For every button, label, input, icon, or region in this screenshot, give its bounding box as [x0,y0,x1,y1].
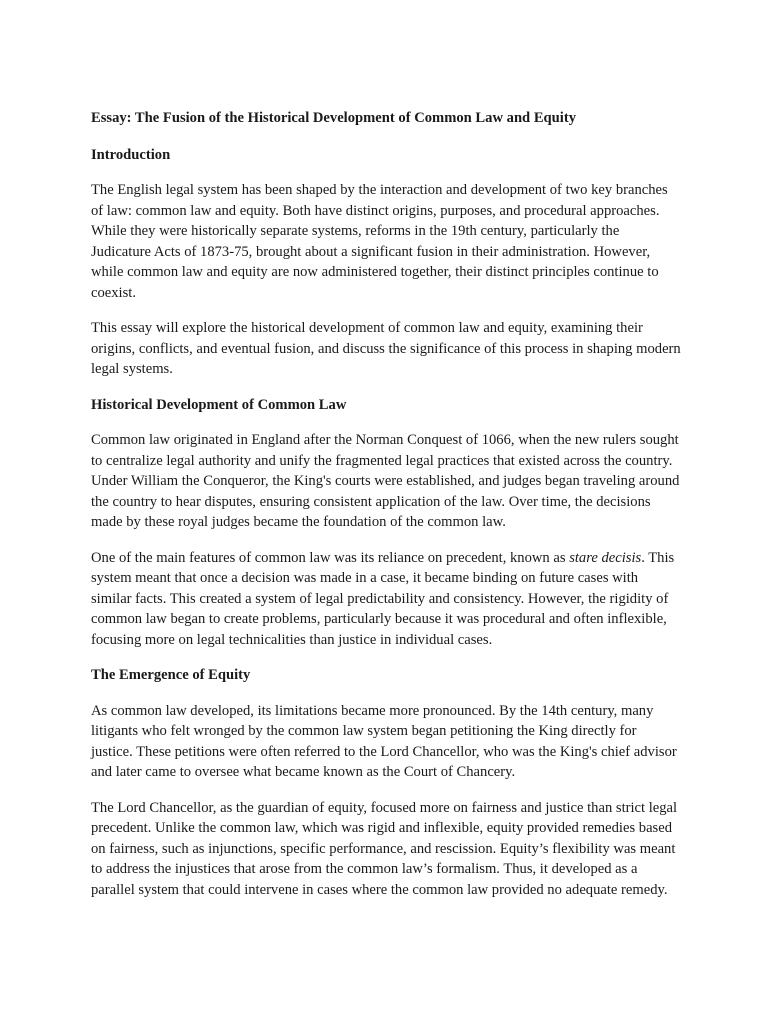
essay-title: Essay: The Fusion of the Historical Development of Common Law and Equity [91,110,576,126]
introduction-paragraph-2: This essay will explore the historical development of common law and equity, examining their origins, conflicts, and eventual fusion, and discuss the significance of this process in shaping modern legal systems. [91,320,681,377]
equity-heading: The Emergence of Equity [91,667,251,683]
common-law-paragraph-2-end: . This system meant that once a decision was made in a case, it became binding on future cases with similar facts. This created a system of legal predictability and consistency. However, the rigidity of common law began to create problems, particularly because it was procedural and often inflexible, focusing more on legal technicalities than justice in individual cases. [91,549,675,648]
equity-paragraph-2: The Lord Chancellor, as the guardian of equity, focused more on fairness and justice than strict legal precedent. Unlike the common law, which was rigid and inflexible, equity provided remedies based on fairness, such as injunctions, specific performance, and rescission. Equity’s flexibility was meant to address the injustices that arose from the common law’s formalism. Thus, it developed as a parallel system that could intervene in cases where the common law provided no adequate remedy. [91,799,678,898]
stare-decisis-term: stare decisis [569,549,642,566]
document-body [91,108,681,900]
introduction-paragraph-1: The English legal system has been shaped by the interaction and development of two key branches of law: common law and equity. Both have distinct origins, purposes, and procedural approaches. While they were historically separate systems, reforms in the 19th century, particularly the Judicature Acts of 1873-75, brought about a significant fusion in their administration. However, while common law and equity are now administered together, their distinct principles continue to coexist. [91,182,668,301]
common-law-heading: Historical Development of Common Law [91,396,347,413]
common-law-paragraph-1: Common law originated in England after the Norman Conquest of 1066, when the new rulers sought to centralize legal authority and unify the fragmented legal practices that existed across the country. Under William the Conqueror, the King's courts were established, and judges began traveling around the country to hear disputes, ensuring consistent application of the law. Over time, the decisions made by these royal judges became the foundation of the common law. [91,432,680,530]
equity-paragraph-1: As common law developed, its limitations became more pronounced. By the 14th century, many litigants who felt wronged by the common law system began petitioning the King directly for justice. These petitions were often referred to the Lord Chancellor, who was the King's chief advisor and later came to oversee what became known as the Court of Chancery. [91,702,677,780]
common-law-paragraph-2-start: One of the main features of common law was its reliance on precedent, known as [91,549,570,566]
introduction-heading: Introduction [91,146,171,163]
common-law-paragraph-2 [91,548,681,651]
